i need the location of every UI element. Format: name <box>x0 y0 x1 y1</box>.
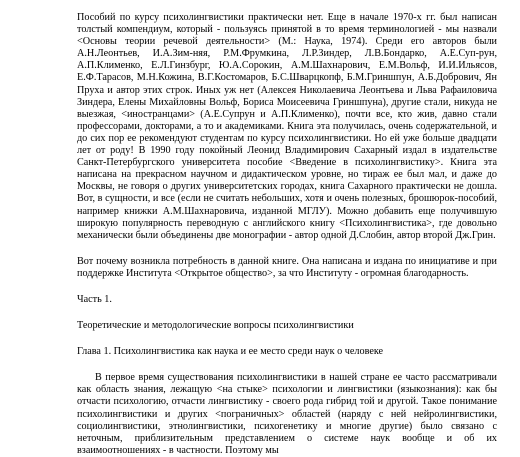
paragraph-gap <box>77 242 497 256</box>
paragraph-gap <box>77 306 497 320</box>
chapter-heading: Глава 1. Психолингвистика как наука и ее место среди наук о человеке <box>77 346 384 358</box>
part-heading: Часть 1. <box>77 293 112 305</box>
paragraph-intro: Пособий по курсу психолингвистики практически нет. Еще в начале 1970-х гг. был написан толстый компендиум, который - пользуясь принятой в то время терминологией - мы назвали <Основы теории речевой деятельности> (М.: Наука, 1974). Среди его авторов были А.Н.Леонтьев, И.А.Зим-няя, Р.М.Фрумкина, Л.Р.Зиндер, Л.В.Бондарко, А.Е.Суп-рун, А.П.Клименко, Е.Л.Гинзбург, Ю.А.Сорокин, А.М.Шахнарович, Е.М.Вольф, И.И.Ильясов, Е.Ф.Тарасов, М.Н.Кожина, В.Г.Костомаров, Б.С.Шварцкопф, Б.М.Гриншпун, А.Б.Добрович, Ян Прухa и автор этих строк. Иных уж нет (Алексея Николаевича Леонтьева и Льва Рафаиловича Зиндера, Елены Михайловны Вольф, Бориса Моисеевича Гриншпуна), другие стали, никуда не выезжая, <иностранцами> (А.Е.Супрун и А.П.Клименко), почти все, кто жив, давно стали профессорами, докторами, а то и академиками. Книга эта получилась, очень содержательной, и до сих пор ее рекомендуют студентам по курсу психолингвистики. Но ей уже больше двадцати лет от роду! В 1990 году покойный Леонид Владимирович Сахарный издал в издательстве Санкт-Петербургского университета пособие <Введение в психолингвистику>. Книга эта написана на прекрасном научном и дидактическом уровне, но тираж ее был мал, и даже до Москвы, не говоря о других университетских городах, книга Сахарного практически не дошла. Вот, в сущности, и все (если не считать небольших, хотя и очень полезных, брошюрок-пособий, например книжки А.М.Шахнаровича, изданной МГЛУ). Можно добавить еще получившую широкую популярность переводную с английского книгу <Психолингвистика>, где довольно механически были объединены две монографии - автор одной Д.Слобин, автор второй Дж.Грин. <box>77 12 497 241</box>
document-page <box>77 12 497 457</box>
paragraph-gap <box>77 332 497 346</box>
paragraph-gap <box>77 358 497 372</box>
paragraph-gap <box>77 280 497 294</box>
part-title: Теоретические и методологические вопросы психолингвистики <box>77 320 354 332</box>
paragraph-chapter-body: В первое время существования психолингвистики в нашей стране ее часто рассматривали как область знания, лежащую <на стыке> психологии и лингвистики (языкознания): как бы отчасти психологию, отчасти лингвистику - своего рода гибрид той и другой. Такое понимание психолингвистики и других <пограничных> областей (наряду с ней нейролингвистики, социолингвистики, этнолингвистики, психогенетику и многие другие) было связано с неточным, приблизительным представлением о системе наук вообще и об их взаимоотношениях - в частности. Поэтому мы <box>77 372 497 456</box>
paragraph-purpose: Вот почему возникла потребность в данной книге. Она написана и издана по инициативе и при поддержке Института <Открытое общество>, за что Институту - огромная благодарность. <box>77 255 497 279</box>
